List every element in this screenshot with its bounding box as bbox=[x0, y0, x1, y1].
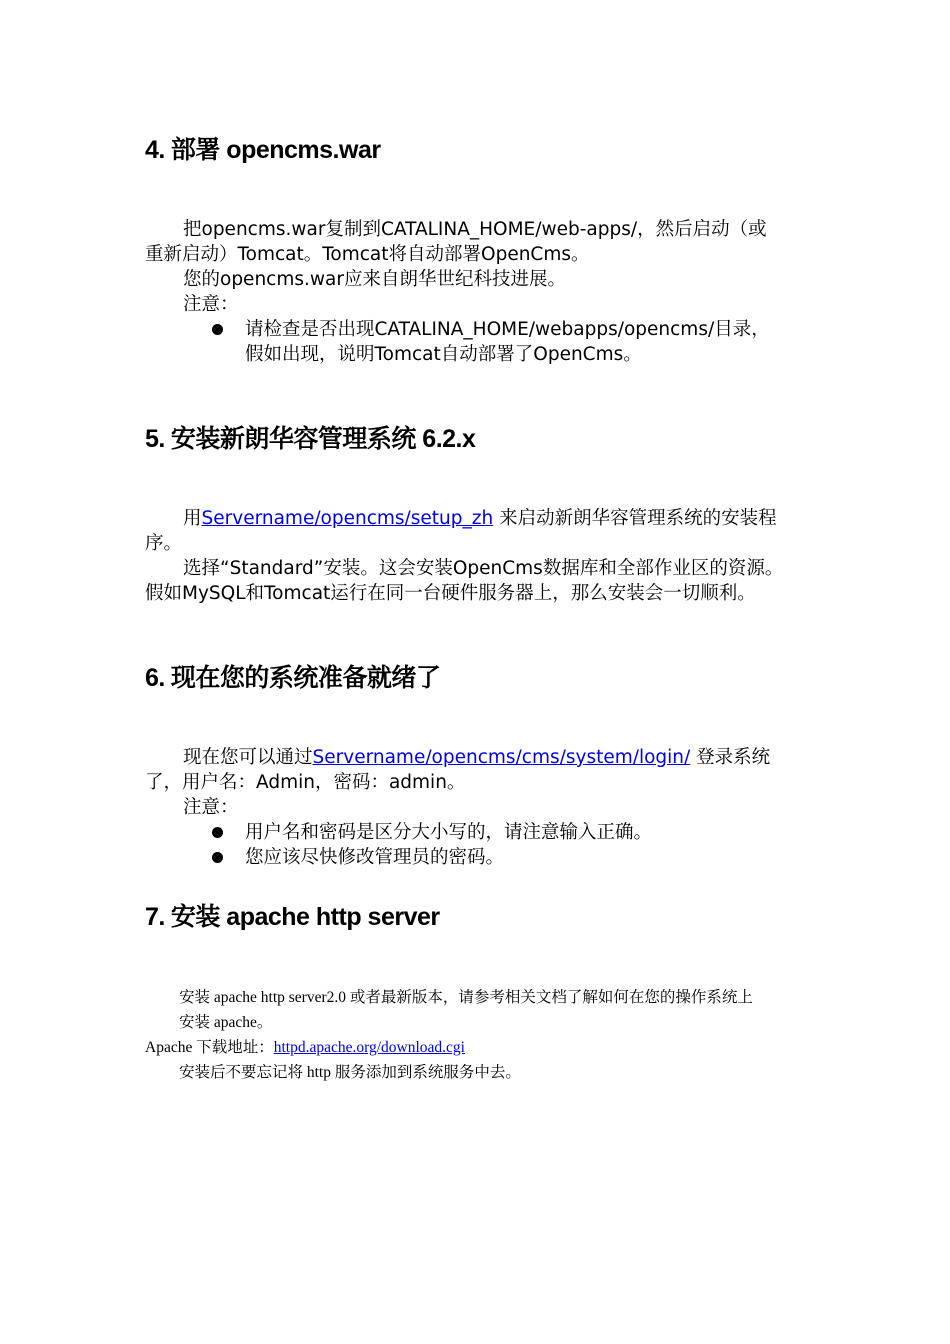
section-5-para1-suffix: 来启动新朗华容管理系统的安装程 bbox=[493, 508, 777, 529]
bullet-icon bbox=[212, 324, 223, 335]
section-6-title: 现在您的系统准备就绪了 bbox=[170, 664, 441, 692]
section-6-bullet2: 您应该尽快修改管理员的密码。 bbox=[245, 847, 505, 868]
download-label: Apache 下载地址： bbox=[145, 1039, 274, 1056]
section-7-number: 7. bbox=[145, 903, 165, 931]
section-4-note-label: 注意： bbox=[183, 294, 239, 315]
section-4-bullet1-line2: 假如出现，说明Tomcat自动部署了OpenCms。 bbox=[245, 344, 642, 365]
section-6-para1-line2: 了，用户名：Admin，密码：admin。 bbox=[145, 772, 466, 793]
section-6-para1-suffix: 登录系统 bbox=[690, 747, 771, 768]
section-5-heading bbox=[145, 424, 475, 454]
section-5-number: 5. bbox=[145, 425, 165, 453]
section-7-para1-line1: 安装 apache http server2.0 或者最新版本，请参考相关文档了解如何在您的操作系统上 bbox=[179, 989, 753, 1006]
section-4-para1-line1: 把opencms.war复制到CATALINA_HOME/web-apps/，然后启动（或 bbox=[183, 219, 767, 240]
section-6-para1-line1 bbox=[183, 746, 770, 770]
section-7-para1-line2: 安装 apache。 bbox=[179, 1014, 273, 1031]
section-5-para1-line1 bbox=[183, 507, 777, 531]
section-6-bullet1: 用户名和密码是区分大小写的，请注意输入正确。 bbox=[245, 822, 653, 843]
download-link[interactable]: httpd.apache.org/download.cgi bbox=[273, 1039, 465, 1056]
section-6-para1-prefix: 现在您可以通过 bbox=[183, 747, 313, 768]
section-7-heading bbox=[145, 902, 440, 932]
section-5-para2-line1: 选择“Standard”安装。这会安装OpenCms数据库和全部作业区的资源。 bbox=[183, 558, 784, 579]
bullet-icon bbox=[212, 827, 223, 838]
section-4-para1-line2: 重新启动）Tomcat。Tomcat将自动部署OpenCms。 bbox=[145, 244, 590, 265]
section-7-download-line bbox=[145, 1037, 465, 1059]
section-5-para1-prefix: 用 bbox=[183, 508, 202, 529]
section-5-para2-line2: 假如MySQL和Tomcat运行在同一台硬件服务器上，那么安装会一切顺利。 bbox=[145, 583, 756, 604]
section-5-title: 安装新朗华容管理系统 6.2.x bbox=[170, 425, 476, 453]
section-7-para2: 安装后不要忘记将 http 服务添加到系统服务中去。 bbox=[179, 1064, 521, 1081]
section-7-title: 安装 apache http server bbox=[170, 903, 440, 931]
section-4-number: 4. bbox=[145, 136, 165, 164]
bullet-icon bbox=[212, 852, 223, 863]
section-5-para1-line2: 序。 bbox=[145, 533, 183, 554]
section-6-note-label: 注意： bbox=[183, 797, 239, 818]
section-4-heading bbox=[145, 135, 381, 165]
login-link[interactable]: Servername/opencms/cms/system/login/ bbox=[312, 747, 691, 768]
setup-link[interactable]: Servername/opencms/setup_zh bbox=[201, 508, 494, 529]
section-4-para2: 您的opencms.war应来自朗华世纪科技进展。 bbox=[183, 269, 566, 290]
section-4-bullet1-line1: 请检查是否出现CATALINA_HOME/webapps/opencms/目录， bbox=[245, 319, 770, 340]
section-6-heading bbox=[145, 663, 440, 693]
section-4-title: 部署 opencms.war bbox=[170, 136, 381, 164]
section-6-number: 6. bbox=[145, 664, 165, 692]
